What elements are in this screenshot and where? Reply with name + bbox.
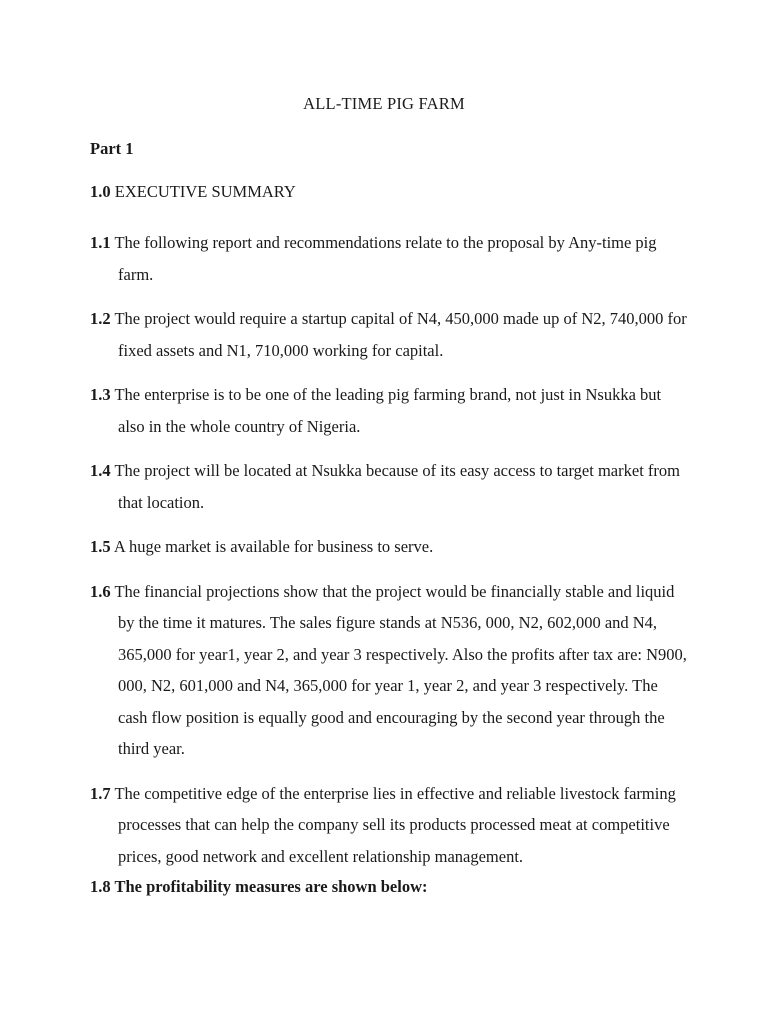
summary-item [90, 227, 690, 290]
document-title: ALL-TIME PIG FARM [303, 94, 465, 113]
summary-item [90, 303, 690, 366]
item-text: The financial projections show that the project would be financially stable and liquid by the time it matures. The sales figure stands at N536, 000, N2, 602,000 and N4, 365,000 for year1, year 2, and year 3 respectively. Also the profits after tax are: N900, 000, N2, 601,000 and N4, 365,000 for year 1, year 2, and year 3 respectively. The cash flow position is equally good and encouraging by the second year through the third year. [114, 581, 687, 758]
summary-item [90, 379, 690, 442]
item-number: 1.4 [90, 461, 111, 480]
item-number: 1.3 [90, 385, 111, 404]
item-number: 1.6 [90, 581, 111, 601]
summary-item [90, 778, 690, 873]
item-text: The project would require a startup capital of N4, 450,000 made up of N2, 740,000 for fixed assets and N1, 710,000 working for capital. [114, 309, 687, 360]
item-number: 1.1 [90, 233, 111, 252]
item-text: The following report and recommendations relate to the proposal by Any-time pig farm. [114, 233, 657, 284]
item-text: The competitive edge of the enterprise lies in effective and reliable livestock farming processes that can help the company sell its products processed meat at competitive prices, good network and excellent relationship management. [114, 783, 676, 866]
section-number: 1.0 [90, 182, 111, 201]
summary-item [90, 531, 690, 563]
item-text: A huge market is available for business to serve. [113, 537, 434, 556]
summary-item [90, 576, 690, 765]
item-text: The project will be located at Nsukka because of its easy access to target market from that location. [114, 461, 680, 512]
section-heading [90, 182, 296, 202]
part-heading: Part 1 [90, 139, 134, 158]
item-number: 1.5 [90, 537, 111, 556]
item-text: The enterprise is to be one of the leading pig farming brand, not just in Nsukka but also in the whole country of Nigeria. [114, 385, 662, 436]
summary-list [90, 227, 690, 885]
item-number: 1.2 [90, 309, 111, 328]
item-number: 1.7 [90, 783, 111, 803]
summary-item [90, 455, 690, 518]
section-title: EXECUTIVE SUMMARY [114, 182, 296, 201]
profitability-heading: 1.8 The profitability measures are shown below: [90, 877, 428, 896]
